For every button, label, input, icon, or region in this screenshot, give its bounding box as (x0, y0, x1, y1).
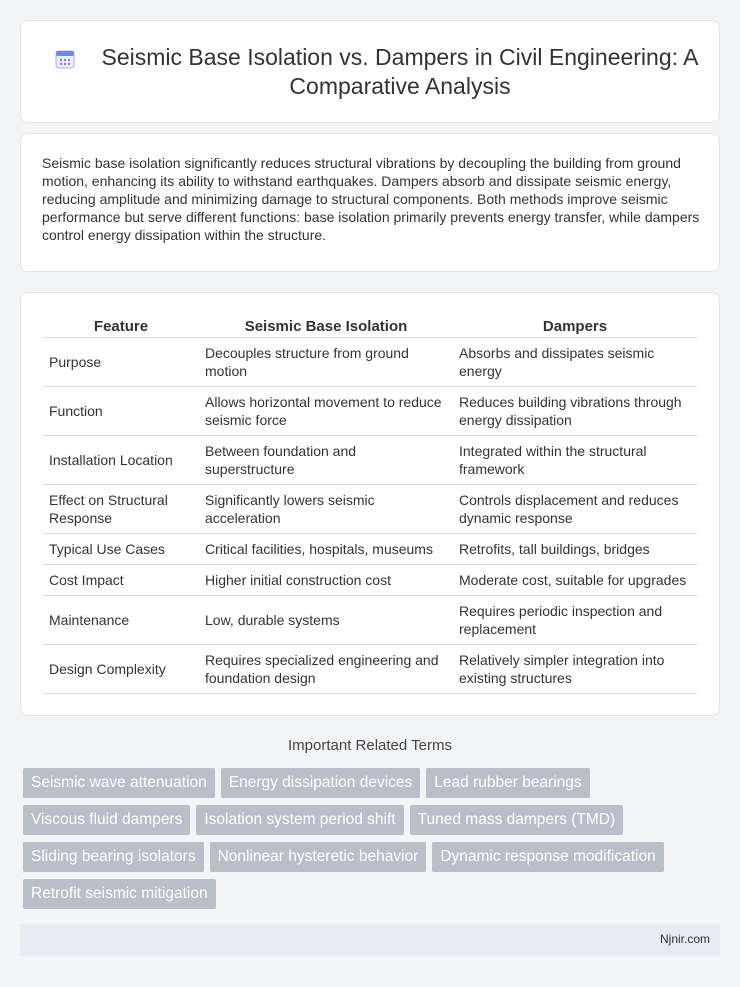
comparison-table-card (20, 292, 720, 716)
tag-row (23, 768, 723, 805)
dampers-cell: Reduces building vibrations through energy dissipation (453, 386, 697, 435)
tag-row (23, 879, 723, 916)
related-term-tag[interactable]: Nonlinear hysteretic behavior (210, 842, 427, 872)
feature-cell: Effect on Structural Response (43, 484, 199, 533)
isolation-cell: Requires specialized engineering and foundation design (199, 644, 453, 693)
table-row (43, 595, 697, 644)
header-feature: Feature (43, 317, 199, 337)
feature-cell: Typical Use Cases (43, 533, 199, 564)
related-term-tag[interactable]: Seismic wave attenuation (23, 768, 215, 798)
related-term-tag[interactable]: Viscous fluid dampers (23, 805, 190, 835)
feature-cell: Purpose (43, 337, 199, 386)
dampers-cell: Controls displacement and reduces dynamic response (453, 484, 697, 533)
dampers-cell: Relatively simpler integration into existing structures (453, 644, 697, 693)
table-row (43, 386, 697, 435)
header-base-isolation: Seismic Base Isolation (199, 317, 453, 337)
dampers-cell: Integrated within the structural framework (453, 435, 697, 484)
related-term-tag[interactable]: Lead rubber bearings (426, 768, 589, 798)
feature-cell: Cost Impact (43, 564, 199, 595)
table-row (43, 533, 697, 564)
page-title: Seismic Base Isolation vs. Dampers in Civil Engineering: A Comparative Analysis (101, 43, 699, 99)
header-dampers: Dampers (453, 317, 697, 337)
related-terms-tags (23, 768, 723, 916)
isolation-cell: Low, durable systems (199, 595, 453, 644)
related-terms-title: Important Related Terms (288, 737, 452, 754)
dampers-cell: Retrofits, tall buildings, bridges (453, 533, 697, 564)
summary-text: Seismic base isolation significantly reduces structural vibrations by decoupling the building from ground motion, enhancing its ability to withstand earthquakes. Dampers absorb and dissipate seismic energy, reducing amplitude and minimizing damage to structural components. Both methods improve seismic performance but serve different functions: base isolation primarily prevents energy transfer, while dampers control energy dissipation within the structure. (42, 155, 700, 243)
table-header-row (43, 317, 697, 337)
isolation-cell: Allows horizontal movement to reduce seismic force (199, 386, 453, 435)
isolation-cell: Decouples structure from ground motion (199, 337, 453, 386)
isolation-cell: Significantly lowers seismic acceleration (199, 484, 453, 533)
footer-site-link[interactable]: Njnir.com (659, 932, 710, 946)
table-row (43, 484, 697, 533)
isolation-cell: Between foundation and superstructure (199, 435, 453, 484)
dampers-cell: Requires periodic inspection and replacement (453, 595, 697, 644)
table-row (43, 564, 697, 595)
feature-cell: Maintenance (43, 595, 199, 644)
table-row (43, 337, 697, 386)
feature-cell: Installation Location (43, 435, 199, 484)
tag-row (23, 842, 723, 879)
related-term-tag[interactable]: Dynamic response modification (432, 842, 663, 872)
related-term-tag[interactable]: Tuned mass dampers (TMD) (410, 805, 624, 835)
isolation-cell: Higher initial construction cost (199, 564, 453, 595)
related-term-tag[interactable]: Retrofit seismic mitigation (23, 879, 216, 909)
header-card (20, 20, 720, 123)
related-term-tag[interactable]: Energy dissipation devices (221, 768, 421, 798)
related-term-tag[interactable]: Isolation system period shift (196, 805, 403, 835)
isolation-cell: Critical facilities, hospitals, museums (199, 533, 453, 564)
tag-row (23, 805, 723, 842)
related-term-tag[interactable]: Sliding bearing isolators (23, 842, 204, 872)
footer (20, 924, 720, 956)
summary-card (20, 133, 720, 272)
table-row (43, 435, 697, 484)
feature-cell: Function (43, 386, 199, 435)
comparison-table (43, 317, 697, 694)
feature-cell: Design Complexity (43, 644, 199, 693)
dampers-cell: Moderate cost, suitable for upgrades (453, 564, 697, 595)
table-row (43, 644, 697, 693)
dampers-cell: Absorbs and dissipates seismic energy (453, 337, 697, 386)
